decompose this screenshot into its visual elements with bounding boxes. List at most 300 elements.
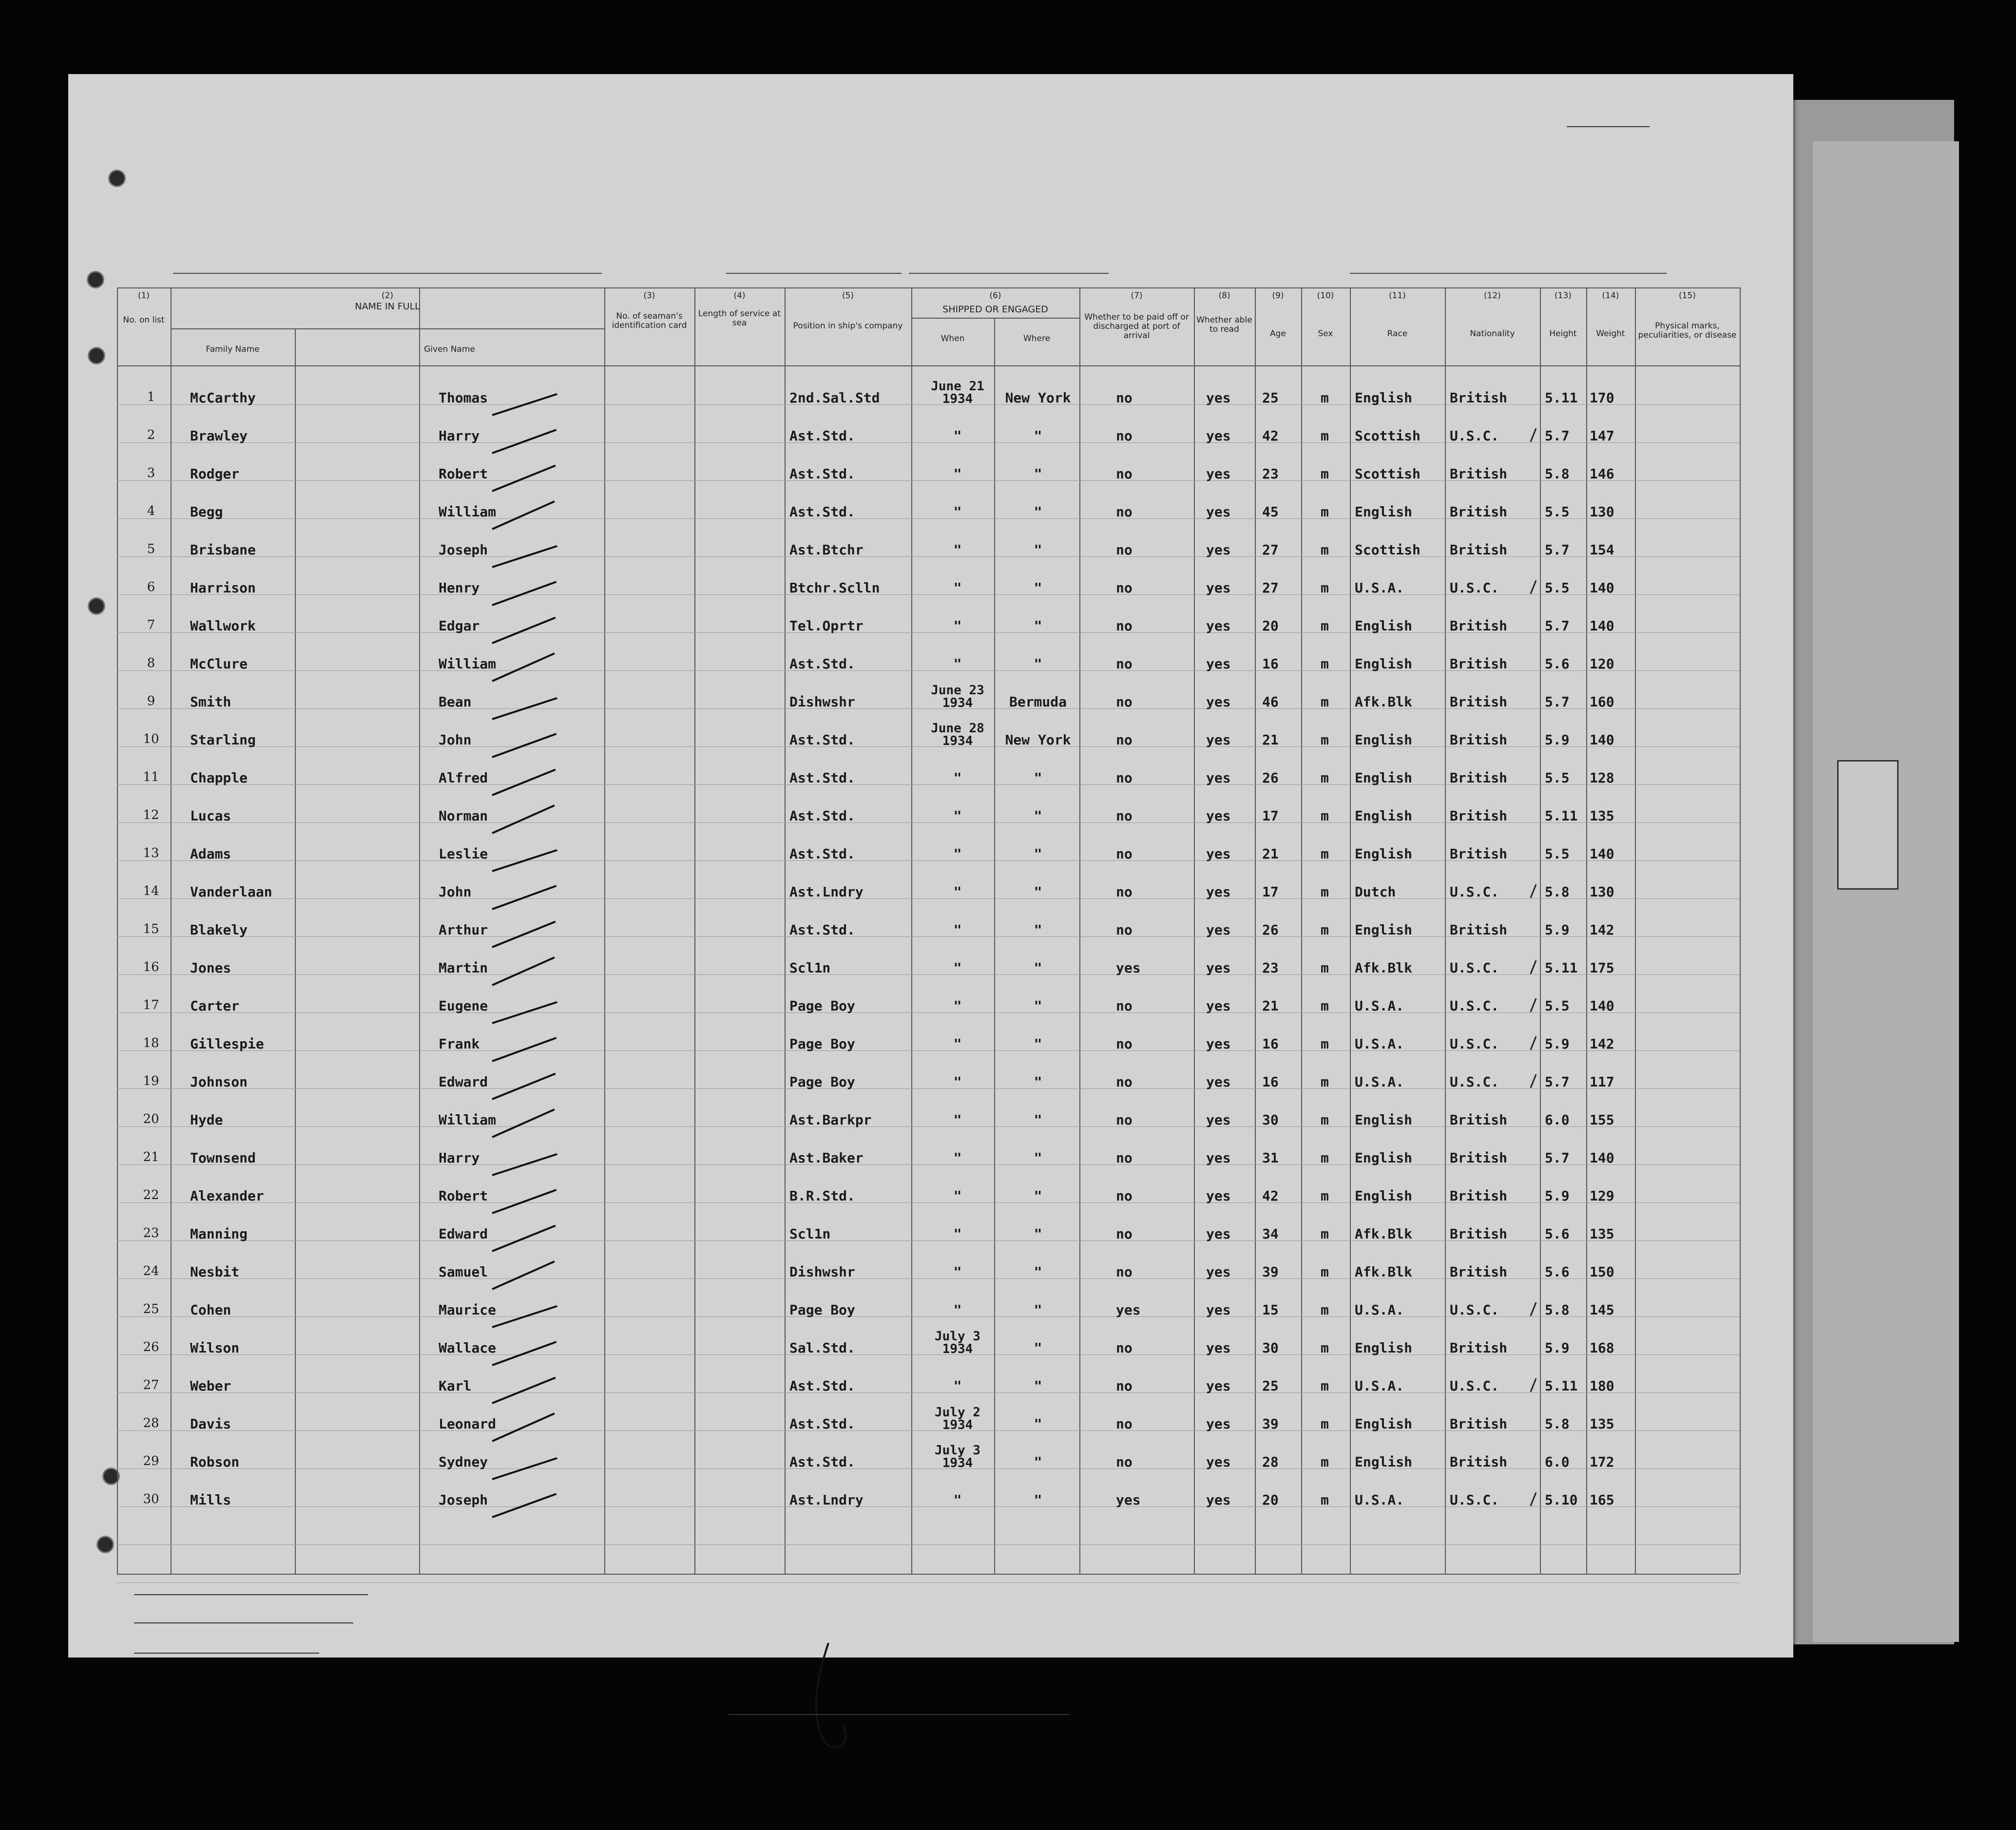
cell-when: June 28 1934 — [931, 721, 984, 748]
cell-where: " — [1034, 808, 1042, 824]
cell-nationality: British — [1450, 1188, 1508, 1204]
check-mark — [492, 885, 557, 910]
cell-where: " — [1034, 618, 1042, 634]
cell-paid: no — [1116, 1036, 1133, 1052]
column-number-c10: (10) — [1317, 291, 1334, 301]
cell-age: 16 — [1262, 1036, 1279, 1052]
cell-height: 6.0 — [1545, 1112, 1570, 1128]
cell-age: 34 — [1262, 1226, 1279, 1242]
table-bottom-border — [117, 1574, 1740, 1575]
cell-position: Dishwshr — [789, 1264, 855, 1280]
column-header-c1: No. on list — [123, 315, 165, 325]
column-number-c9: (9) — [1272, 291, 1284, 301]
pencil-check — [1530, 580, 1536, 594]
cell-race: English — [1355, 1340, 1413, 1356]
cell-age: 27 — [1262, 542, 1279, 558]
cell-nationality: British — [1450, 922, 1508, 938]
cell-weight: 168 — [1590, 1340, 1614, 1356]
cell-given: John — [439, 884, 472, 900]
cell-sex: m — [1321, 694, 1329, 710]
column-header-c2: NAME IN FULL — [355, 301, 420, 312]
cell-no: 8 — [147, 656, 155, 670]
cell-read: yes — [1206, 1492, 1231, 1508]
cell-weight: 130 — [1590, 884, 1614, 900]
cell-weight: 165 — [1590, 1492, 1614, 1508]
cell-when: " — [953, 1150, 962, 1166]
cell-given: Joseph — [439, 1492, 488, 1508]
cell-when: " — [953, 1226, 962, 1242]
cell-no: 15 — [143, 922, 159, 936]
header-subdivider — [911, 318, 1079, 319]
cell-paid: no — [1116, 1454, 1133, 1470]
cell-nationality: British — [1450, 1226, 1508, 1242]
cell-race: English — [1355, 1150, 1413, 1166]
punch-hole — [96, 1536, 114, 1553]
cell-sex: m — [1321, 656, 1329, 672]
cell-position: Dishwshr — [789, 694, 855, 710]
cell-position: Tel.Oprtr — [789, 618, 864, 634]
from-underline — [1350, 273, 1667, 274]
cell-family: Wilson — [190, 1340, 240, 1356]
cell-when: July 2 1934 — [935, 1405, 980, 1432]
cell-read: yes — [1206, 960, 1231, 976]
cell-position: Ast.Std. — [789, 808, 855, 824]
cell-weight: 145 — [1590, 1302, 1614, 1318]
cell-when: " — [953, 1036, 962, 1052]
cell-position: Scl1n — [789, 1226, 831, 1242]
cell-where: " — [1034, 1226, 1042, 1242]
cell-height: 5.6 — [1545, 1226, 1570, 1242]
cell-no: 3 — [147, 466, 155, 480]
cell-read: yes — [1206, 808, 1231, 824]
cell-weight: 160 — [1590, 694, 1614, 710]
cell-height: 6.0 — [1545, 1454, 1570, 1470]
cell-age: 28 — [1262, 1454, 1279, 1470]
cell-height: 5.7 — [1545, 1150, 1570, 1166]
cell-when: " — [953, 808, 962, 824]
cell-race: Afk.Blk — [1355, 1264, 1413, 1280]
cell-where: " — [1034, 1036, 1042, 1052]
check-mark — [492, 1225, 556, 1252]
cell-age: 23 — [1262, 960, 1279, 976]
cell-when: July 3 1934 — [935, 1443, 980, 1470]
cell-height: 5.11 — [1545, 1378, 1578, 1394]
cell-no: 18 — [143, 1036, 159, 1050]
check-mark — [492, 1377, 556, 1404]
cell-race: Scottish — [1355, 466, 1421, 482]
cell-family: Davis — [190, 1416, 231, 1432]
cell-when: " — [953, 1188, 962, 1204]
cell-where: " — [1034, 1340, 1042, 1356]
cell-paid: yes — [1116, 1492, 1141, 1508]
cell-weight: 140 — [1590, 1150, 1614, 1166]
cell-where: Bermuda — [1009, 694, 1067, 710]
cell-height: 5.7 — [1545, 1074, 1570, 1090]
cell-family: Vanderlaan — [190, 884, 272, 900]
cell-weight: 155 — [1590, 1112, 1614, 1128]
check-mark — [492, 1341, 557, 1366]
cell-weight: 170 — [1590, 390, 1614, 406]
pencil-check — [1530, 998, 1536, 1012]
cell-sex: m — [1321, 1264, 1329, 1280]
cell-position: Ast.Std. — [789, 1416, 855, 1432]
cell-nationality: U.S.C. — [1450, 580, 1499, 596]
cell-nationality: British — [1450, 1112, 1508, 1128]
from-port-field — [1189, 249, 1197, 272]
cell-race: Afk.Blk — [1355, 694, 1413, 710]
cell-sex: m — [1321, 998, 1329, 1014]
column-number-c3: (3) — [643, 291, 655, 301]
cell-family: Alexander — [190, 1188, 264, 1204]
cell-paid: no — [1116, 998, 1133, 1014]
column-header-c7: Whether to be paid off or discharged at port of arrival — [1084, 312, 1189, 341]
cell-height: 5.5 — [1545, 504, 1570, 520]
cell-race: Scottish — [1355, 542, 1421, 558]
cell-nationality: British — [1450, 504, 1508, 520]
back-sheet — [1813, 141, 1959, 1642]
cell-sex: m — [1321, 542, 1329, 558]
column-number-c6: (6) — [989, 291, 1001, 301]
cell-family: Johnson — [190, 1074, 248, 1090]
cell-sex: m — [1321, 846, 1329, 862]
cell-race: U.S.A. — [1355, 1378, 1404, 1394]
column-header-c14: Weight — [1596, 329, 1625, 339]
cell-no: 17 — [143, 998, 159, 1012]
cell-paid: no — [1116, 1340, 1133, 1356]
cell-read: yes — [1206, 504, 1231, 520]
cell-family: Robson — [190, 1454, 240, 1470]
cell-where: " — [1034, 1492, 1042, 1508]
cell-given: John — [439, 732, 472, 748]
check-mark — [492, 733, 557, 758]
cell-age: 21 — [1262, 998, 1279, 1014]
cell-when: " — [953, 1264, 962, 1280]
pencil-check — [1530, 428, 1536, 442]
departure-port — [1189, 253, 1197, 271]
cell-position: Ast.Std. — [789, 922, 855, 938]
cell-age: 42 — [1262, 428, 1279, 444]
cell-family: Weber — [190, 1378, 231, 1394]
cell-paid: no — [1116, 618, 1133, 634]
column-subdivider — [295, 328, 296, 1574]
cell-sex: m — [1321, 390, 1329, 406]
cell-no: 12 — [143, 808, 159, 822]
cell-where: " — [1034, 656, 1042, 672]
vessel-name — [95, 253, 103, 271]
cell-when: July 3 1934 — [935, 1329, 980, 1356]
cell-read: yes — [1206, 846, 1231, 862]
cell-read: yes — [1206, 694, 1231, 710]
cell-race: English — [1355, 846, 1413, 862]
cell-race: English — [1355, 1188, 1413, 1204]
sheet-number-blank — [1567, 126, 1650, 127]
column-number-c11: (11) — [1389, 291, 1406, 301]
cell-read: yes — [1206, 1302, 1231, 1318]
cell-nationality: British — [1450, 694, 1508, 710]
cell-read: yes — [1206, 732, 1231, 748]
cell-nationality: British — [1450, 466, 1508, 482]
cell-paid: no — [1116, 466, 1133, 482]
cell-height: 5.11 — [1545, 960, 1578, 976]
cell-read: yes — [1206, 1378, 1231, 1394]
table-top-border — [117, 287, 1740, 288]
cell-paid: no — [1116, 1074, 1133, 1090]
cell-paid: no — [1116, 770, 1133, 786]
cell-given: Eugene — [439, 998, 488, 1014]
column-header-c10: Sex — [1318, 329, 1333, 339]
column-number-c1: (1) — [137, 291, 150, 301]
cell-read: yes — [1206, 770, 1231, 786]
cell-height: 5.9 — [1545, 732, 1570, 748]
cell-race: Dutch — [1355, 884, 1396, 900]
cell-no: 6 — [147, 580, 155, 594]
cell-age: 15 — [1262, 1302, 1279, 1318]
cell-paid: no — [1116, 1188, 1133, 1204]
cell-age: 26 — [1262, 770, 1279, 786]
column-header-c3: No. of seaman's identification card — [612, 311, 687, 330]
cell-read: yes — [1206, 1036, 1231, 1052]
cell-weight: 117 — [1590, 1074, 1614, 1090]
cell-no: 24 — [143, 1264, 159, 1278]
cell-race: English — [1355, 390, 1413, 406]
cell-read: yes — [1206, 618, 1231, 634]
cell-given: Wallace — [439, 1340, 497, 1356]
cell-when: " — [953, 846, 962, 862]
cell-height: 5.9 — [1545, 1340, 1570, 1356]
cell-sex: m — [1321, 580, 1329, 596]
cell-read: yes — [1206, 1074, 1231, 1090]
cell-paid: no — [1116, 390, 1133, 406]
cell-height: 5.9 — [1545, 1036, 1570, 1052]
pencil-check — [1530, 1492, 1536, 1506]
cell-race: U.S.A. — [1355, 1492, 1404, 1508]
header-subdivider — [171, 328, 604, 329]
cell-given: Arthur — [439, 922, 488, 938]
cell-given: Maurice — [439, 1302, 497, 1318]
column-header-c8: Whether able to read — [1196, 315, 1252, 334]
cell-position: Page Boy — [789, 1036, 855, 1052]
check-mark — [492, 1189, 557, 1214]
column-number-c13: (13) — [1555, 291, 1572, 301]
column-number-c12: (12) — [1484, 291, 1501, 301]
cell-family: Townsend — [190, 1150, 256, 1166]
cell-nationality: British — [1450, 808, 1508, 824]
cell-where: " — [1034, 960, 1042, 976]
crew-table — [117, 287, 1740, 1574]
cell-family: Begg — [190, 504, 223, 520]
cell-weight: 129 — [1590, 1188, 1614, 1204]
owners-field — [129, 1612, 353, 1627]
cell-no: 4 — [147, 504, 155, 518]
cell-no: 1 — [147, 390, 155, 404]
cell-given: Harry — [439, 428, 480, 444]
cell-read: yes — [1206, 922, 1231, 938]
cell-age: 21 — [1262, 732, 1279, 748]
cell-weight: 146 — [1590, 466, 1614, 482]
cell-height: 5.7 — [1545, 542, 1570, 558]
signature-flourish — [799, 1643, 867, 1755]
vessel-underline — [173, 273, 602, 274]
cell-paid: no — [1116, 580, 1133, 596]
cell-paid: no — [1116, 846, 1133, 862]
cell-sex: m — [1321, 1074, 1329, 1090]
cell-given: Harry — [439, 1150, 480, 1166]
cell-race: English — [1355, 1454, 1413, 1470]
cell-sex: m — [1321, 808, 1329, 824]
cell-race: Scottish — [1355, 428, 1421, 444]
cell-height: 5.6 — [1545, 1264, 1570, 1280]
cell-position: Ast.Std. — [789, 1454, 855, 1470]
cell-weight: 135 — [1590, 1226, 1614, 1242]
check-mark — [492, 956, 555, 986]
cell-no: 16 — [143, 960, 159, 974]
cell-read: yes — [1206, 884, 1231, 900]
cell-paid: no — [1116, 1112, 1133, 1128]
cell-paid: no — [1116, 504, 1133, 520]
punch-hole — [108, 170, 126, 187]
check-mark — [492, 769, 556, 796]
cell-family: Cohen — [190, 1302, 231, 1318]
column-header-c11: Race — [1387, 329, 1408, 339]
cell-sex: m — [1321, 1378, 1329, 1394]
cell-read: yes — [1206, 580, 1231, 596]
cell-where: " — [1034, 1416, 1042, 1432]
cell-read: yes — [1206, 1112, 1231, 1128]
pencil-check — [1530, 960, 1536, 974]
check-mark — [492, 652, 555, 682]
cell-family: Hyde — [190, 1112, 223, 1128]
cell-paid: no — [1116, 542, 1133, 558]
cell-when: " — [953, 998, 962, 1014]
cell-nationality: British — [1450, 1340, 1508, 1356]
cell-given: Norman — [439, 808, 488, 824]
cell-weight: 135 — [1590, 1416, 1614, 1432]
cell-nationality: U.S.C. — [1450, 1492, 1499, 1508]
cell-family: Gillespie — [190, 1036, 264, 1052]
pencil-check — [1530, 1378, 1536, 1392]
pencil-check — [1530, 1036, 1536, 1050]
cell-sex: m — [1321, 1302, 1329, 1318]
cell-when: " — [953, 770, 962, 786]
cell-race: English — [1355, 808, 1413, 824]
cell-given: William — [439, 504, 497, 520]
cell-position: Btchr.Sclln — [789, 580, 880, 596]
cell-weight: 120 — [1590, 656, 1614, 672]
cell-paid: no — [1116, 1264, 1133, 1280]
cell-where: " — [1034, 1454, 1042, 1470]
cell-no: 13 — [143, 846, 159, 860]
cell-given: Thomas — [439, 390, 488, 406]
cell-age: 30 — [1262, 1112, 1279, 1128]
cell-family: Chapple — [190, 770, 248, 786]
cell-age: 25 — [1262, 390, 1279, 406]
cell-when: " — [953, 960, 962, 976]
cell-race: U.S.A. — [1355, 580, 1404, 596]
cell-age: 46 — [1262, 694, 1279, 710]
cell-position: Ast.Barkpr — [789, 1112, 872, 1128]
cell-height: 5.5 — [1545, 998, 1570, 1014]
cell-when: " — [953, 580, 962, 596]
cell-position: Ast.Lndry — [789, 884, 864, 900]
cell-nationality: British — [1450, 656, 1508, 672]
column-header-c15: Physical marks, peculiarities, or disease — [1638, 321, 1737, 340]
cell-position: Ast.Std. — [789, 504, 855, 520]
cell-age: 20 — [1262, 1492, 1279, 1508]
cell-height: 5.5 — [1545, 580, 1570, 596]
cell-sex: m — [1321, 1416, 1329, 1432]
arrival-date — [902, 251, 909, 271]
cell-given: Joseph — [439, 542, 488, 558]
cell-when: " — [953, 1302, 962, 1318]
cell-race: English — [1355, 732, 1413, 748]
cell-given: Karl — [439, 1378, 472, 1394]
arrival-port — [599, 253, 607, 271]
cell-where: " — [1034, 542, 1042, 558]
cell-given: Frank — [439, 1036, 480, 1052]
column-header-c5: Position in ship's company — [793, 321, 903, 331]
owners-blank — [134, 1622, 353, 1623]
cell-given: Samuel — [439, 1264, 488, 1280]
cell-weight: 130 — [1590, 504, 1614, 520]
cell-weight: 154 — [1590, 542, 1614, 558]
check-mark — [492, 1493, 557, 1518]
cell-paid: yes — [1116, 1302, 1141, 1318]
cell-family: Adams — [190, 846, 231, 862]
column-number-c5: (5) — [842, 291, 854, 301]
column-subdivider — [994, 318, 995, 1574]
cell-height: 5.8 — [1545, 466, 1570, 482]
cell-nationality: U.S.C. — [1450, 884, 1499, 900]
cell-sex: m — [1321, 1150, 1329, 1166]
check-mark — [492, 429, 557, 454]
cell-read: yes — [1206, 656, 1231, 672]
cell-race: U.S.A. — [1355, 998, 1404, 1014]
column-header-c12: Nationality — [1470, 329, 1515, 339]
cell-age: 42 — [1262, 1188, 1279, 1204]
cell-where: " — [1034, 884, 1042, 900]
cell-age: 26 — [1262, 922, 1279, 938]
cell-given: Robert — [439, 466, 488, 482]
cell-race: English — [1355, 504, 1413, 520]
cell-when: " — [953, 428, 962, 444]
check-mark — [492, 1412, 555, 1442]
cell-when: " — [953, 922, 962, 938]
cell-given: Robert — [439, 1188, 488, 1204]
cell-nationality: British — [1450, 1416, 1508, 1432]
cell-height: 5.8 — [1545, 1416, 1570, 1432]
cell-weight: 142 — [1590, 922, 1614, 938]
cell-where: New York — [1005, 732, 1071, 748]
cell-family: McCarthy — [190, 390, 256, 406]
cell-weight: 140 — [1590, 580, 1614, 596]
cell-weight: 128 — [1590, 770, 1614, 786]
cell-where: " — [1034, 580, 1042, 596]
sheet-number-field — [1567, 114, 1650, 131]
row-rule — [117, 1544, 1740, 1545]
cell-when: " — [953, 884, 962, 900]
local-agents-blank — [134, 1653, 319, 1654]
check-mark — [492, 921, 556, 948]
cell-when: " — [953, 542, 962, 558]
cell-given: Edward — [439, 1226, 488, 1242]
cell-position: 2nd.Sal.Std — [789, 390, 880, 406]
cell-weight: 180 — [1590, 1378, 1614, 1394]
check-mark — [492, 804, 555, 834]
date-underline — [909, 273, 1109, 274]
row-rule — [117, 1582, 1740, 1583]
cell-height: 5.11 — [1545, 390, 1578, 406]
cell-nationality: British — [1450, 732, 1508, 748]
